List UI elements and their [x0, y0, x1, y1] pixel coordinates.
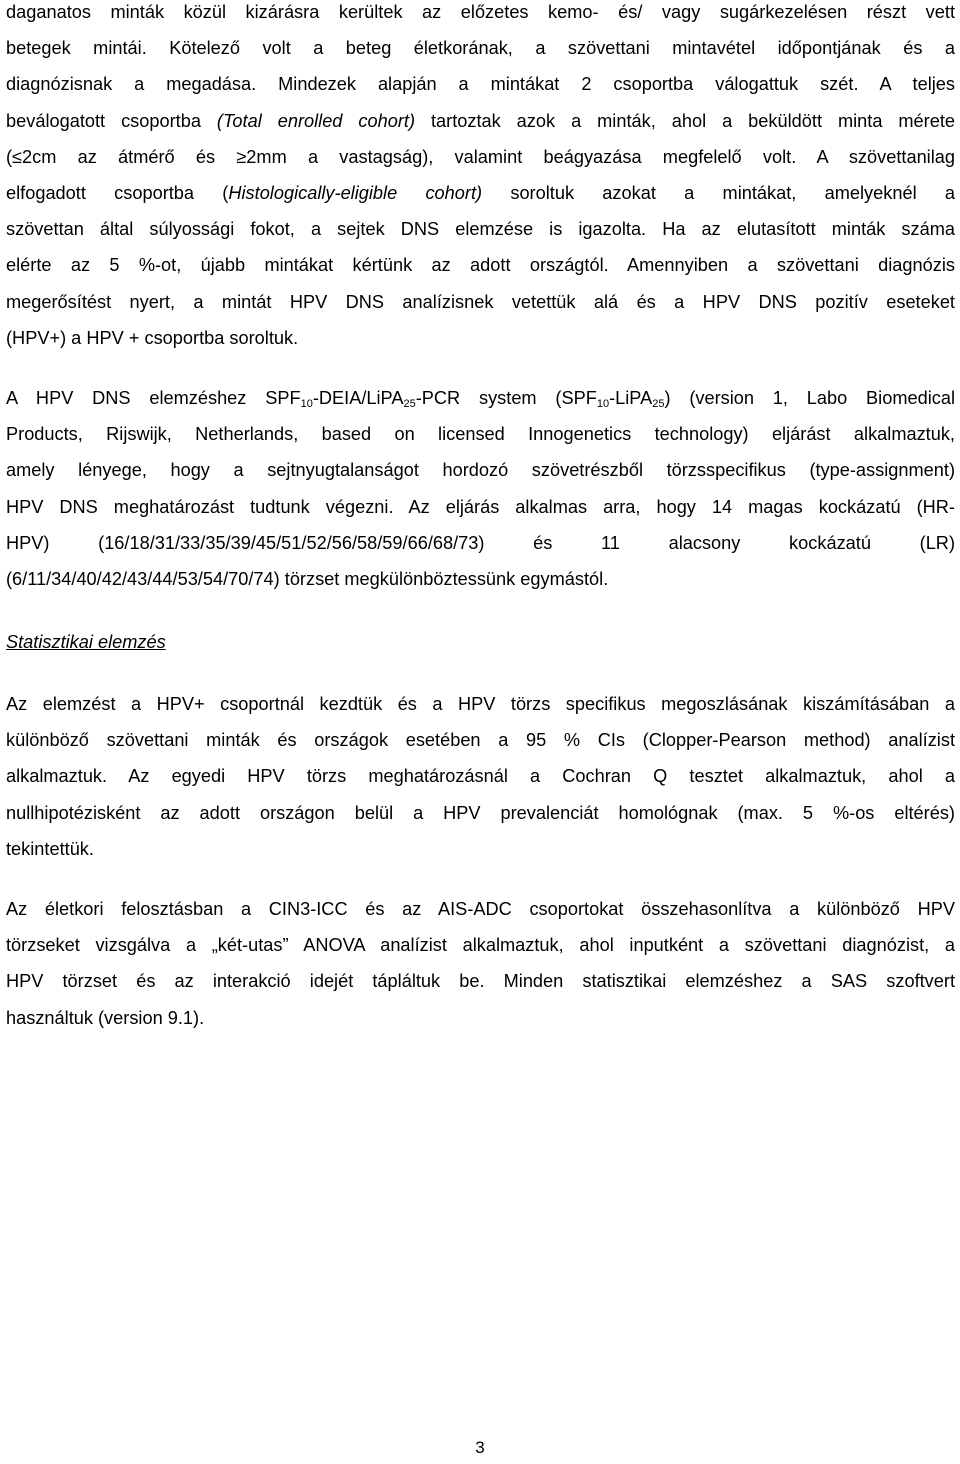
subscript: 10 [300, 398, 313, 410]
text-line: betegek mintái. Kötelező volt a beteg életkorának, a szövettani mintavétel időpontjának és a [6, 38, 955, 59]
text-line: elérte az 5 %-ot, újabb mintákat kértünk az adott országtól. Amennyiben a szövettani diagnózis [6, 255, 955, 276]
paragraph-statistics-analysis [6, 686, 955, 867]
italic-term-total-enrolled-cohort: (Total enrolled cohort) [216, 110, 415, 131]
text-run: beválogatott csoportba [6, 110, 217, 131]
text-line: HPV) (16/18/31/33/35/39/45/51/52/56/58/59/66/68/73) és 11 alacsony kockázatú (LR) [6, 532, 955, 553]
text-line: szövettan által súlyossági fokot, a sejtek DNS elemzése is igazolta. Ha az elutasított minták száma [6, 219, 955, 240]
text-run: tartoztak azok a minták, ahol a beküldött minta mérete [415, 110, 956, 131]
text-line: nullhipotézisként az adott országon belül a HPV prevalenciát homológnak (max. 5 %-os eltérés) [6, 802, 955, 823]
text-run: A HPV DNS elemzéshez SPF [6, 388, 301, 408]
text-line: Az elemzést a HPV+ csoportnál kezdtük és a HPV törzs specifikus megoszlásának kiszámításában a [6, 694, 955, 714]
text-line: amely lényege, hogy a sejtnyugtalanságot hordozó szövetrészből törzsspecifikus (type-assignment) [6, 460, 955, 481]
text-line: daganatos minták közül kizárásra kerültek az előzetes kemo- és/ vagy sugárkezelésen részt vett [6, 2, 955, 22]
text-line [6, 175, 955, 211]
text-run: elfogadott csoportba ( [6, 183, 229, 204]
page-number: 3 [475, 1438, 485, 1457]
subscript: 25 [403, 398, 416, 410]
text-line: (HPV+) a HPV + csoportba soroltuk. [6, 327, 299, 348]
paragraph-age-analysis [6, 891, 955, 1036]
text-line: (6/11/34/40/42/43/44/53/54/70/74) törzset megkülönböztessünk egymástól. [6, 569, 609, 590]
section-heading-statistics: Statisztikai elemzés [6, 632, 166, 652]
text-line [6, 103, 955, 139]
text-line: Az életkori felosztásban a CIN3-ICC és az AIS-ADC csoportokat összehasonlítva a különböző HPV [6, 899, 955, 919]
paragraph-hpv-dna-method [6, 380, 955, 597]
text-run: ) (version 1, Labo Biomedical [664, 388, 956, 408]
text-line: törzseket vizsgálva a „két-utas” ANOVA analízist alkalmaztuk, ahol inputként a szövettani diagnózist, a [6, 935, 955, 956]
subscript: 10 [596, 398, 610, 410]
text-line: használtuk (version 9.1). [6, 1007, 205, 1028]
text-line: HPV DNS meghatározást tudtunk végezni. Az eljárás alkalmas arra, hogy 14 magas kockázatú (HR- [6, 496, 955, 517]
text-line: HPV törzset és az interakció idejét tápláltuk be. Minden statisztikai elemzéshez a SAS szoftvert [6, 971, 955, 992]
text-run: -DEIA/LiPA [312, 388, 404, 408]
italic-term-histologically-eligible: Histologically-eligible cohort) [228, 183, 483, 204]
text-line: Products, Rijswijk, Netherlands, based on licensed Innogenetics technology) eljárást alkalmaztuk, [6, 424, 955, 445]
text-line [6, 380, 955, 416]
text-line: tekintettük. [6, 838, 94, 859]
text-run: -PCR system (SPF [415, 388, 597, 408]
subscript: 25 [652, 398, 665, 410]
text-line: diagnózisnak a megadása. Mindezek alapján a mintákat 2 csoportba válogattuk szét. A teljes [6, 74, 955, 95]
text-line: megerősítést nyert, a mintát HPV DNS analízisnek vetettük alá és a HPV DNS pozitív eseteket [6, 291, 955, 312]
paragraph-sample-selection [6, 0, 955, 356]
text-run: -LiPA [609, 388, 653, 408]
text-line: különböző szövettani minták és országok esetében a 95 % CIs (Clopper-Pearson method) analízist [6, 730, 955, 751]
text-line: (≤2cm az átmérő és ≥2mm a vastagság), valamint beágyazása megfelelő volt. A szövettanilag [6, 146, 955, 167]
text-run: soroltuk azokat a mintákat, amelyeknél a [482, 183, 955, 204]
text-line: alkalmaztuk. Az egyedi HPV törzs meghatározásnál a Cochran Q tesztet alkalmaztuk, ahol a [6, 766, 955, 787]
